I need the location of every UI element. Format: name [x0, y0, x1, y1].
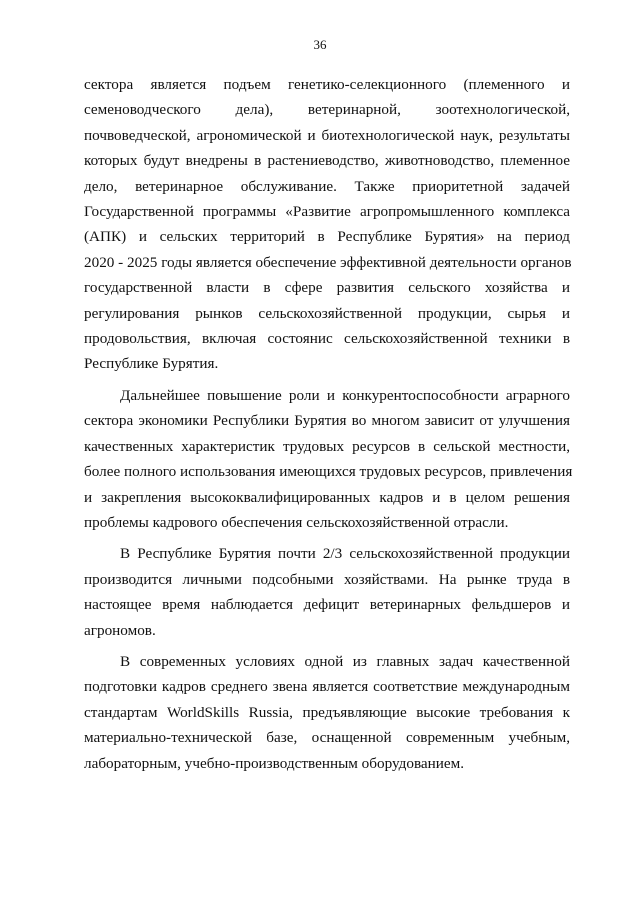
paragraph	[84, 72, 570, 377]
document-body	[84, 72, 573, 776]
paragraph	[84, 541, 570, 643]
text-line: (АПК) и сельских территорий в Республике Бурятия» на период	[84, 228, 570, 246]
text-line: регулирования рынков сельскохозяйственной продукции, сырья и	[84, 304, 570, 322]
text-line: которых будут внедрены в растениеводство, животноводство, племенное	[84, 152, 570, 170]
text-line: агрономов.	[84, 621, 156, 639]
text-line: Государственной программы «Развитие агропромышленного комплекса	[84, 203, 570, 221]
text-line: почвоведческой, агрономической и биотехнологической наук, результаты	[84, 126, 570, 144]
text-line: подготовки кадров среднего звена является соответствие международным	[84, 678, 570, 696]
text-line: Дальнейшее повышение роли и конкурентоспособности аграрного	[120, 386, 570, 404]
paragraph	[84, 383, 573, 535]
text-line: и закрепления высококвалифицированных кадров и в целом решения	[84, 488, 570, 506]
page-number: 36	[313, 37, 327, 52]
text-line: семеноводческого дела), ветеринарной, зоотехнологической,	[84, 101, 570, 119]
text-line: сектора является подъем генетико-селекционного (племенного и	[84, 76, 570, 93]
text-line: 2020 - 2025 годы является обеспечение эффективной деятельности органов	[84, 253, 572, 271]
text-line: стандартам WorldSkills Russia, предъявляющие высокие требования к	[84, 703, 570, 721]
text-line: производится личными подсобными хозяйствами. На рынке труда в	[84, 570, 570, 588]
text-line: дело, ветеринарное обслуживание. Также приоритетной задачей	[84, 177, 570, 195]
text-line: продовольствия, включая состоянис сельскохозяйственной техники в	[84, 330, 570, 348]
text-line: более полного использования имеющихся трудовых ресурсов, привлечения	[84, 463, 573, 481]
text-line: материально-технической базе, оснащенной современным учебным,	[84, 729, 570, 747]
paragraph	[84, 649, 570, 776]
text-line: сектора экономики Республики Бурятия во многом зависит от улучшения	[84, 412, 570, 430]
text-line: В Республике Бурятия почти 2/3 сельскохозяйственной продукции	[120, 545, 570, 563]
text-line: качественных характеристик трудовых ресурсов в сельской местности,	[84, 437, 570, 455]
text-line: проблемы кадрового обеспечения сельскохозяйственной отрасли.	[84, 513, 509, 531]
text-line: настоящее время наблюдается дефицит ветеринарных фельдшеров и	[84, 596, 570, 614]
text-line: В современных условиях одной из главных задач качественной	[120, 652, 570, 670]
text-line: лабораторным, учебно-производственным оборудованием.	[84, 754, 465, 772]
text-line: Республике Бурятия.	[84, 355, 219, 373]
text-line: государственной власти в сфере развития сельского хозяйства и	[84, 279, 570, 297]
